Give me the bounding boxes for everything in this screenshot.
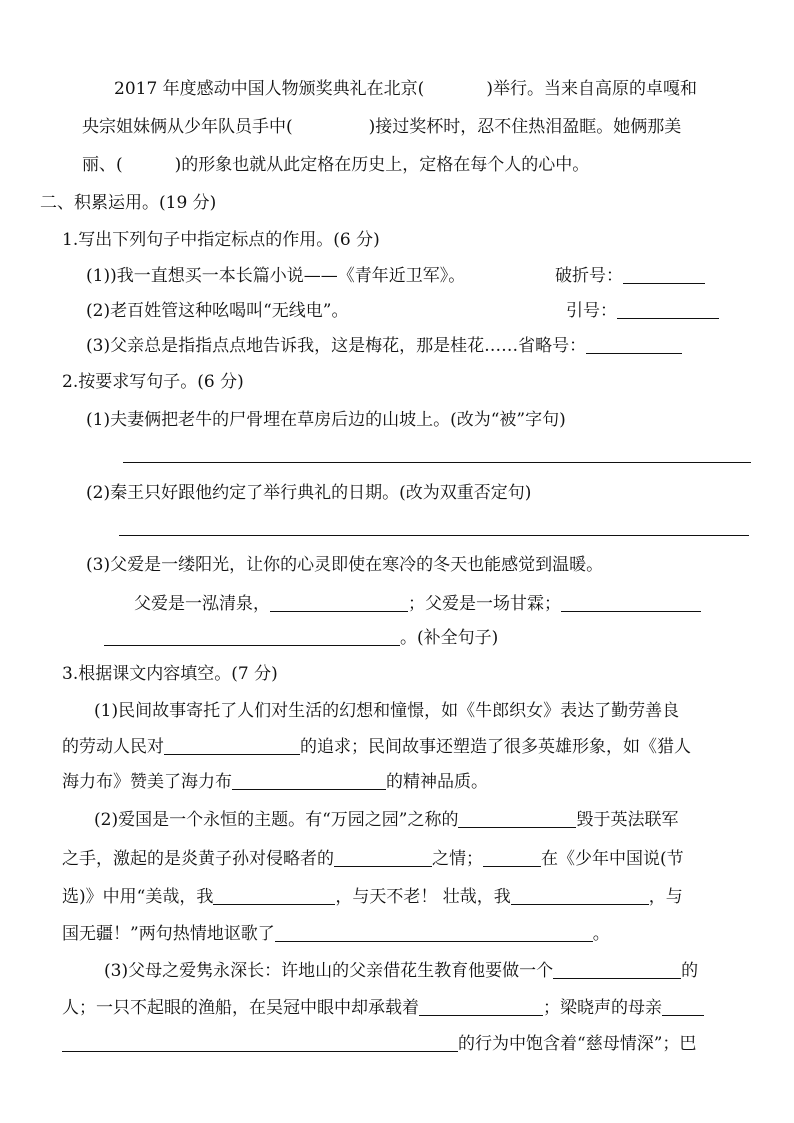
fill-text: 选)》中用“美哉，我 (62, 887, 214, 907)
answer-blank[interactable] (62, 1032, 458, 1052)
fill-text: (3)父母之爱隽永深长：许地山的父亲借花生教育他要做一个 (104, 961, 554, 981)
q3-part-3-line-3 (62, 1032, 696, 1056)
fill-text: 之情； (432, 849, 483, 869)
q3-part-1-line-2 (62, 735, 754, 759)
answer-blank[interactable] (419, 996, 543, 1016)
answer-blank[interactable] (662, 996, 704, 1016)
fill-text: 在《少年中国说(节 (541, 849, 684, 869)
answer-blank[interactable] (275, 922, 593, 942)
q3-part-2-line-1 (94, 808, 678, 832)
fill-text: 毁于英法联军 (576, 810, 679, 830)
q3-part-1-line-3 (62, 770, 488, 794)
q1-item-2 (86, 299, 348, 323)
passage-text: 2017 年度感动中国人物颁奖典礼在北京( (114, 79, 425, 99)
q1-item-2-answer (566, 299, 719, 323)
passage-text: 央宗姐妹俩从少年队员手中( (82, 117, 293, 137)
passage-line-2 (82, 115, 681, 139)
punctuation-label: 引号： (566, 301, 617, 321)
section-heading: 二、积累运用。(19 分) (40, 193, 217, 213)
q3-part-3-line-1 (104, 959, 698, 983)
q2-sentence-3: (3)父爱是一缕阳光，让你的心灵即使在寒冷的冬天也能感觉到温暖。 (86, 555, 604, 575)
fill-text: 人；一只不起眼的渔船，在吴冠中眼中却承载着 (62, 998, 419, 1018)
q3-part-2-line-3 (62, 885, 683, 909)
answer-blank[interactable] (617, 299, 719, 319)
answer-blank[interactable] (553, 959, 681, 979)
fill-text: (2)爱国是一个永恒的主题。有“万园之园”之称的 (94, 810, 459, 830)
fill-text: ；梁晓声的母亲 (543, 998, 662, 1018)
q1-item-text: (3)父亲总是指指点点地告诉我，这是梅花，那是桂花……省略号： (86, 336, 587, 356)
punctuation-label: 破折号： (555, 266, 623, 286)
q3-part-2-line-2 (62, 847, 684, 871)
answer-blank[interactable] (104, 626, 400, 646)
fill-text: 的追求；民间故事还塑造了很多英雄形象，如《猎人 (300, 737, 691, 757)
answer-blank[interactable] (511, 885, 649, 905)
q3-part-2-line-4 (62, 922, 610, 946)
passage-text: )接过奖杯时，忍不住热泪盈眶。她俩那美 (368, 117, 682, 137)
fill-text: 的精神品质。 (386, 772, 488, 792)
q2-fill-line-2 (104, 626, 498, 650)
passage-line-1 (114, 77, 697, 101)
answer-line[interactable] (123, 462, 751, 463)
answer-blank[interactable] (164, 735, 300, 755)
question-1-title: 1.写出下列句子中指定标点的作用。(6 分) (62, 230, 380, 250)
fill-text: 之手，激起的是炎黄子孙对侵略者的 (62, 849, 334, 869)
answer-blank[interactable] (561, 592, 701, 612)
answer-blank[interactable] (483, 847, 541, 867)
passage-line-3 (82, 153, 589, 177)
passage-text: 丽、( (82, 155, 123, 175)
q2-sentence-2: (2)秦王只好跟他约定了举行典礼的日期。(改为双重否定句) (86, 483, 532, 503)
fill-text: 。(补全句子) (400, 628, 499, 648)
question-2-title: 2.按要求写句子。(6 分) (62, 372, 244, 392)
passage-text: )的形象也就从此定格在历史上，定格在每个人的心中。 (174, 155, 590, 175)
q1-item-3 (86, 334, 682, 358)
q1-item-1-answer (555, 264, 705, 288)
answer-blank[interactable] (334, 847, 432, 867)
fill-text: 海力布》赞美了海力布 (62, 772, 232, 792)
q1-item-1 (86, 264, 465, 288)
answer-blank[interactable] (586, 334, 682, 354)
fill-text: 的劳动人民对 (62, 737, 164, 757)
fill-text: ，与 (648, 887, 683, 907)
q3-part-3-line-2 (62, 996, 704, 1020)
passage-text: )举行。当来自高原的卓嘎和 (486, 79, 697, 99)
fill-text: 的 (681, 961, 699, 981)
fill-text: 。 (592, 924, 610, 944)
answer-blank[interactable] (232, 770, 386, 790)
answer-blank[interactable] (270, 592, 408, 612)
answer-line[interactable] (119, 535, 749, 536)
answer-blank[interactable] (213, 885, 335, 905)
fill-text: ；父爱是一场甘霖； (408, 594, 561, 614)
q1-item-text: (2)老百姓管这种吆喝叫“无线电”。 (86, 301, 349, 321)
answer-blank[interactable] (623, 264, 705, 284)
q2-sentence-1: (1)夫妻俩把老牛的尸骨埋在草房后边的山坡上。(改为“被”字句) (86, 410, 566, 430)
q3-part-1-line-1: (1)民间故事寄托了人们对生活的幻想和憧憬，如《牛郎织女》表达了勤劳善良 (94, 701, 680, 721)
fill-text: 父爱是一泓清泉， (134, 594, 270, 614)
q2-fill-line (134, 592, 701, 616)
fill-text: 的行为中饱含着“慈母情深”；巴 (458, 1034, 697, 1054)
answer-blank[interactable] (458, 808, 576, 828)
q1-item-text: (1))我一直想买一本长篇小说——《青年近卫军》。 (86, 266, 466, 286)
fill-text: 国无疆！”两句热情地讴歌了 (62, 924, 275, 944)
question-3-title: 3.根据课文内容填空。(7 分) (62, 664, 278, 684)
fill-text: ，与天不老！ 壮哉，我 (335, 887, 511, 907)
